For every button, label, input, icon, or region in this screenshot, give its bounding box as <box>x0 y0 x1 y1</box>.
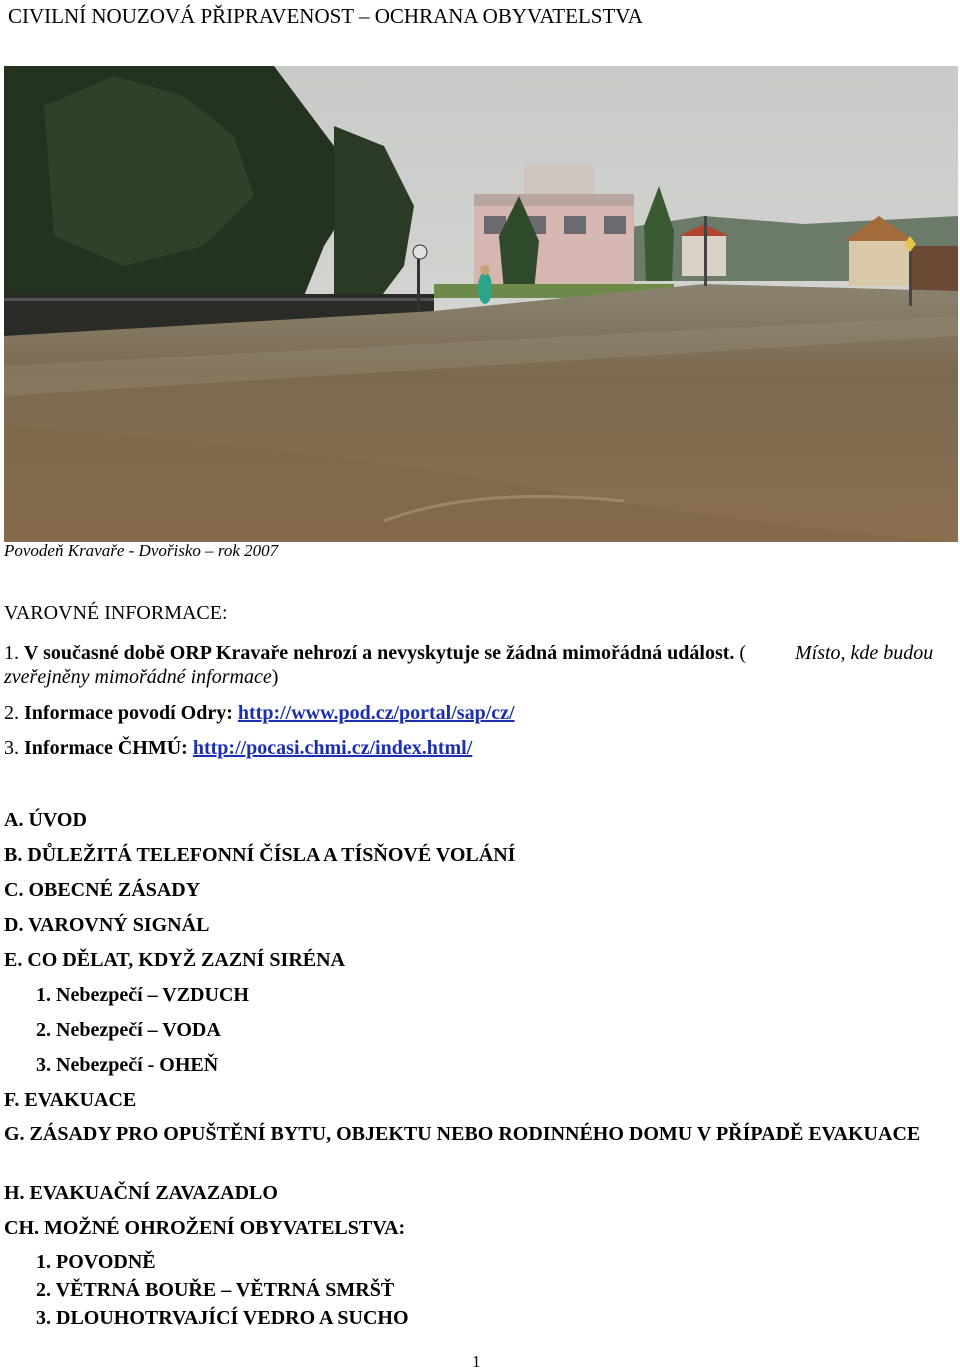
warning-item-1-text: V současné době ORP Kravaře nehrozí a nevyskytuje se žádná mimořádná událost. <box>24 642 735 664</box>
toc-item-ch3: 3. DLOUHOTRVAJÍCÍ VEDRO A SUCHO <box>36 1307 409 1329</box>
toc-item-ch2: 2. VĚTRNÁ BOUŘE – VĚTRNÁ SMRŠŤ <box>36 1279 395 1301</box>
warning-item-1-number: 1. <box>4 642 19 664</box>
photo-caption: Povodeň Kravaře - Dvořisko – rok 2007 <box>4 541 279 560</box>
warning-item-2-number: 2. <box>4 702 19 724</box>
warning-item-3 <box>4 737 472 760</box>
warning-item-3-label: Informace ČHMÚ: <box>24 737 188 759</box>
toc-item-e: E. CO DĚLAT, KDYŽ ZAZNÍ SIRÉNA <box>4 949 345 971</box>
toc-item-ch: CH. MOŽNÉ OHROŽENÍ OBYVATELSTVA: <box>4 1217 406 1239</box>
warning-item-1-paren-open: ( <box>739 642 747 664</box>
toc-item-e3: 3. Nebezpečí - OHEŇ <box>36 1054 219 1076</box>
page-title: CIVILNÍ NOUZOVÁ PŘIPRAVENOST – OCHRANA OBYVATELSTVA <box>8 4 643 28</box>
toc-item-c: C. OBECNÉ ZÁSADY <box>4 879 201 901</box>
toc-item-e2: 2. Nebezpečí – VODA <box>36 1019 221 1041</box>
toc-item-e1: 1. Nebezpečí – VZDUCH <box>36 984 249 1006</box>
warnings-heading: VAROVNÉ INFORMACE: <box>4 602 228 624</box>
toc-item-d: D. VAROVNÝ SIGNÁL <box>4 914 210 936</box>
page-number: 1 <box>472 1352 481 1371</box>
toc-item-b: B. DŮLEŽITÁ TELEFONNÍ ČÍSLA A TÍSŇOVÉ VOLÁNÍ <box>4 844 516 866</box>
odra-basin-link[interactable]: http://www.pod.cz/portal/sap/cz/ <box>237 702 515 724</box>
warning-item-1-paren-close: ) <box>271 666 279 688</box>
warning-item-1-note-line1: Místo, kde budou <box>795 642 934 664</box>
toc-item-f: F. EVAKUACE <box>4 1089 137 1111</box>
warning-item-2 <box>4 702 515 725</box>
toc-item-a: A. ÚVOD <box>4 809 87 831</box>
warning-item-3-number: 3. <box>4 737 19 759</box>
chmi-weather-link[interactable]: http://pocasi.chmi.cz/index.html/ <box>192 737 473 759</box>
flood-photo <box>4 66 958 542</box>
toc-item-ch1: 1. POVODNĚ <box>36 1251 156 1273</box>
warning-item-1-note-line2: zveřejněny mimořádné informace) <box>4 666 279 688</box>
toc-item-g: G. ZÁSADY PRO OPUŠTĚNÍ BYTU, OBJEKTU NEBO RODINNÉHO DOMU V PŘÍPADĚ EVAKUACE <box>4 1123 921 1145</box>
toc-item-h: H. EVAKUAČNÍ ZAVAZADLO <box>4 1182 278 1204</box>
warning-item-2-label: Informace povodí Odry: <box>24 702 233 724</box>
